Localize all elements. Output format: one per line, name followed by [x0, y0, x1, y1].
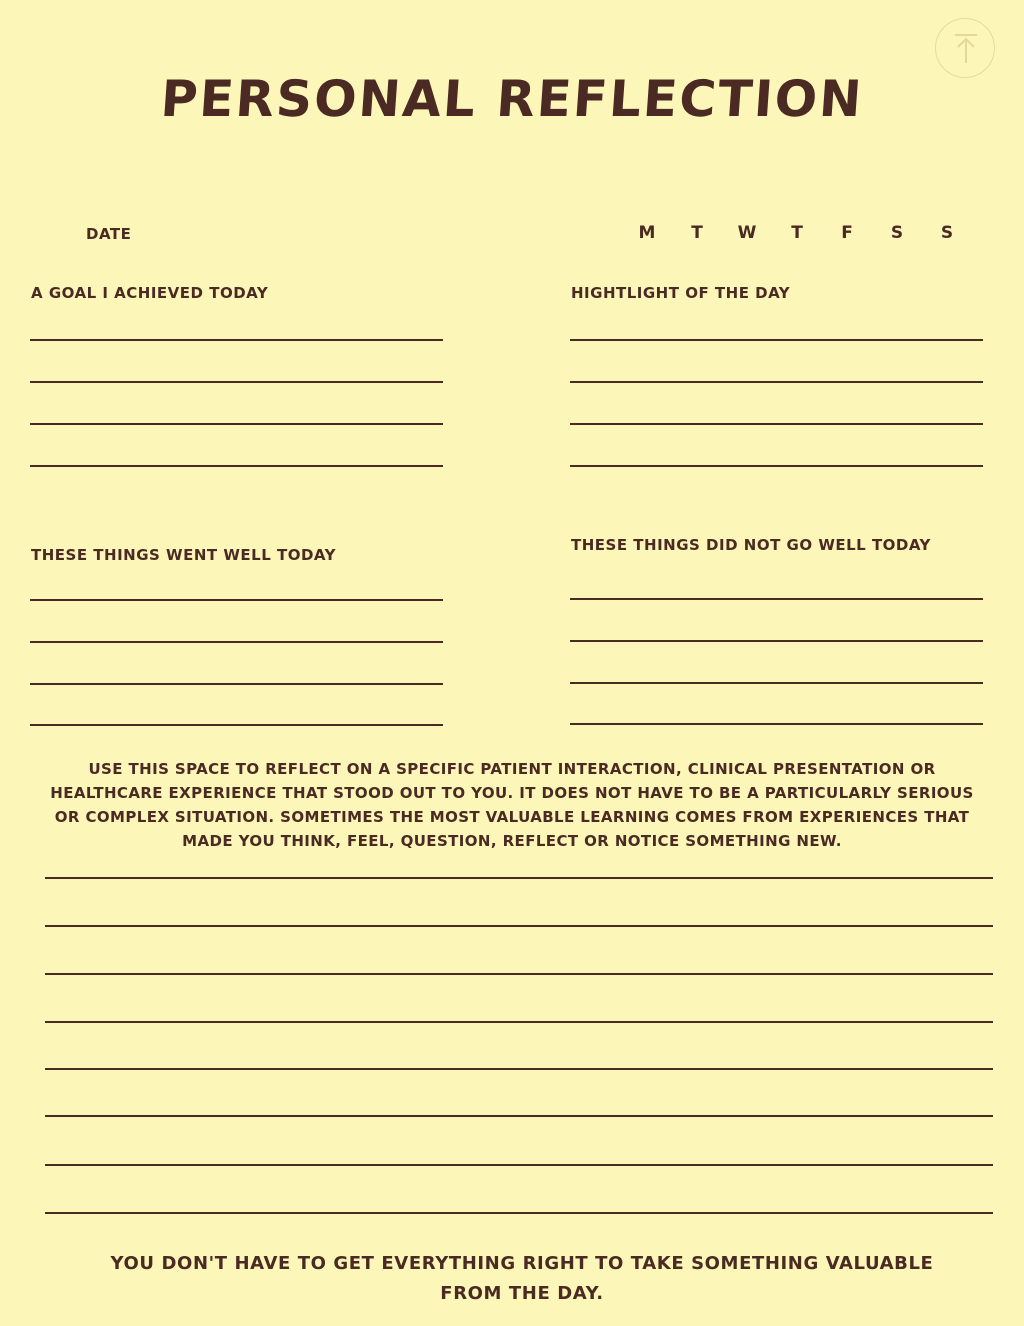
goal-line[interactable] — [30, 423, 443, 425]
went-well-line[interactable] — [30, 683, 443, 685]
page-title: PERSONAL REFLECTION — [158, 70, 866, 128]
goal-line[interactable] — [30, 339, 443, 341]
day-friday[interactable]: F — [841, 223, 853, 243]
highlight-line[interactable] — [570, 465, 983, 467]
reflection-line[interactable] — [45, 1068, 993, 1070]
date-label: DATE — [86, 225, 132, 243]
goal-label: A GOAL I ACHIEVED TODAY — [31, 284, 269, 302]
highlight-line[interactable] — [570, 339, 983, 341]
reflection-line[interactable] — [45, 1164, 993, 1166]
went-well-line[interactable] — [30, 641, 443, 643]
went-well-label: THESE THINGS WENT WELL TODAY — [31, 546, 336, 564]
day-wednesday[interactable]: W — [737, 223, 757, 243]
went-well-line[interactable] — [30, 724, 443, 726]
highlight-line[interactable] — [570, 381, 983, 383]
not-well-line[interactable] — [570, 598, 983, 600]
highlight-line[interactable] — [570, 423, 983, 425]
went-well-line[interactable] — [30, 599, 443, 601]
arrow-up-to-line-icon — [936, 19, 996, 79]
footer-quote: YOU DON'T HAVE TO GET EVERYTHING RIGHT TO TAKE SOMETHING VALUABLE FROM THE DAY. — [110, 1253, 934, 1304]
reflection-instructions: USE THIS SPACE TO REFLECT ON A SPECIFIC PATIENT INTERACTION, CLINICAL PRESENTATION OR HEALTHCARE EXPERIENCE THAT STOOD OUT TO YOU. IT DOES NOT HAVE TO BE A PARTICULARLY SERIOUS OR COMPLEX SITUATION. SOMETIMES THE MOST VALUABLE LEARNING COMES FROM EXPERIENCES THAT MADE YOU THINK, FEEL, QUESTION, REFLECT OR NOTICE SOMETHING NEW. — [50, 760, 974, 850]
not-well-line[interactable] — [570, 723, 983, 725]
not-well-line[interactable] — [570, 640, 983, 642]
reflection-line[interactable] — [45, 973, 993, 975]
reflection-line[interactable] — [45, 1212, 993, 1214]
goal-line[interactable] — [30, 381, 443, 383]
reflection-line[interactable] — [45, 1115, 993, 1117]
reflection-line[interactable] — [45, 877, 993, 879]
not-well-label: THESE THINGS DID NOT GO WELL TODAY — [571, 536, 931, 554]
reflection-line[interactable] — [45, 925, 993, 927]
not-well-line[interactable] — [570, 682, 983, 684]
goal-line[interactable] — [30, 465, 443, 467]
day-sunday[interactable]: S — [940, 223, 954, 243]
day-saturday[interactable]: S — [890, 223, 904, 243]
day-tuesday[interactable]: T — [691, 223, 703, 243]
day-monday[interactable]: M — [638, 223, 656, 243]
day-thursday[interactable]: T — [791, 223, 803, 243]
reflection-line[interactable] — [45, 1021, 993, 1023]
scroll-to-top-button[interactable] — [935, 18, 995, 78]
highlight-label: HIGHTLIGHT OF THE DAY — [571, 284, 791, 302]
